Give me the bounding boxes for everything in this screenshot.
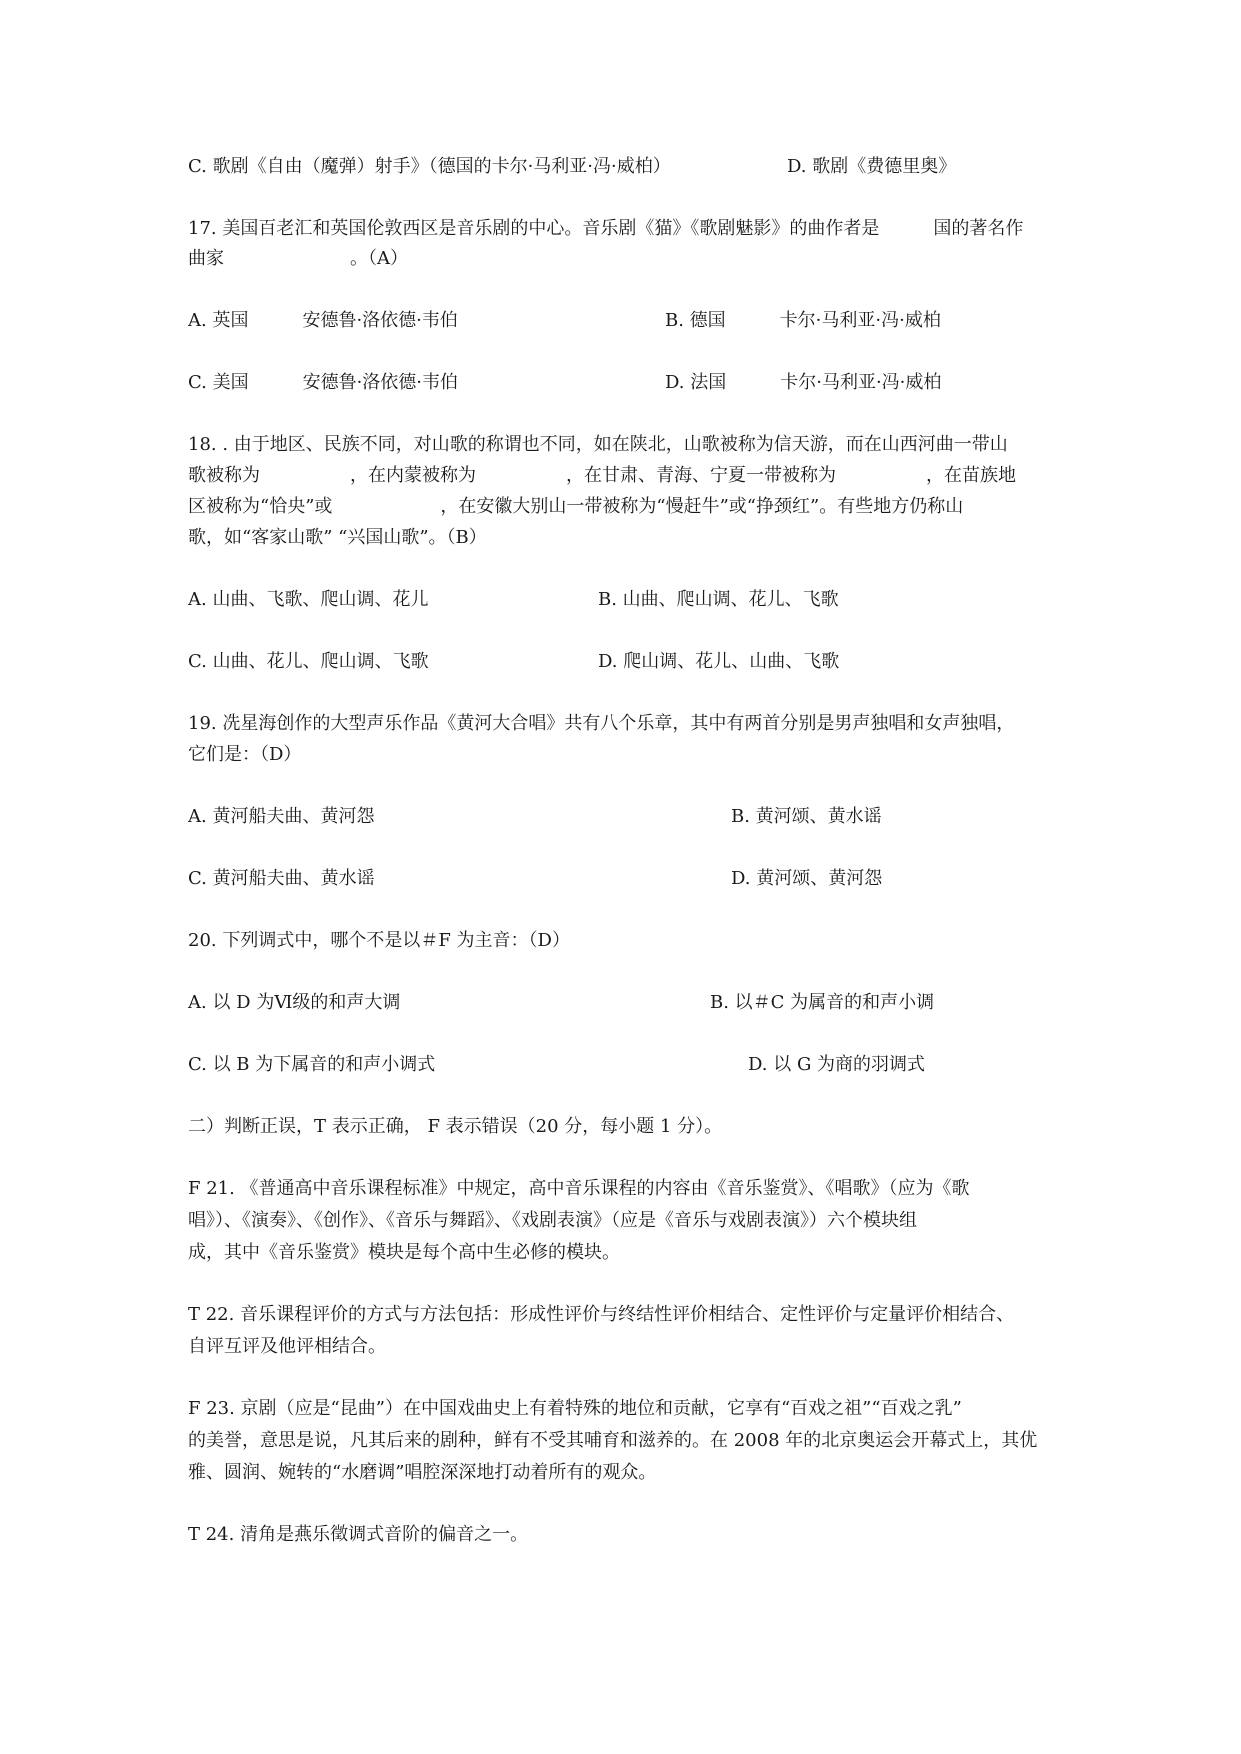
q20-option-b: B. 以＃C 为属音的和声小调 — [710, 992, 935, 1013]
q22-line-1: T 22. 音乐课程评价的方式与方法包括：形成性评价与终结性评价相结合、定性评价与定量评价相结合、 — [188, 1304, 1015, 1325]
q17-option-b: B. 德国 卡尔·马利亚·冯·威柏 — [665, 310, 941, 331]
q20-stem: 20. 下列调式中，哪个不是以＃F 为主音：（D） — [188, 930, 570, 951]
q18-option-d: D. 爬山调、花儿、山曲、飞歌 — [598, 651, 840, 672]
q21-line-3: 成，其中《音乐鉴赏》模块是每个高中生必修的模块。 — [188, 1242, 620, 1263]
q19-option-a: A. 黄河船夫曲、黄河怨 — [188, 806, 375, 827]
q18-option-c: C. 山曲、花儿、爬山调、飞歌 — [188, 651, 429, 672]
q18-stem-line-1: 18. . 由于地区、民族不同，对山歌的称谓也不同，如在陕北，山歌被称为信天游，而在山西河曲一带山 — [188, 434, 1008, 455]
q18-option-b: B. 山曲、爬山调、花儿、飞歌 — [598, 589, 839, 610]
q20-option-a: A. 以 D 为Ⅵ级的和声大调 — [188, 992, 401, 1013]
section-2-heading: 二）判断正误，T 表示正确， F 表示错误（20 分，每小题 1 分）。 — [188, 1116, 723, 1137]
q17-option-a: A. 英国 安德鲁·洛依德·韦伯 — [188, 310, 458, 331]
q17-stem-line-1: 17. 美国百老汇和英国伦敦西区是音乐剧的中心。音乐剧《猫》《歌剧魅影》的曲作者是 国的著名作 — [188, 218, 1024, 239]
q19-option-d: D. 黄河颂、黄河怨 — [731, 868, 883, 889]
q21-line-1: F 21. 《普通高中音乐课程标准》中规定，高中音乐课程的内容由《音乐鉴赏》、《唱歌》（应为《歌 — [188, 1178, 970, 1199]
q18-stem-line-4: 歌，如“客家山歌” “兴国山歌”。（B） — [188, 527, 487, 548]
q18-option-a: A. 山曲、飞歌、爬山调、花儿 — [188, 589, 429, 610]
q17-stem-line-2: 曲家 。（A） — [188, 248, 408, 269]
q24-line-1: T 24. 清角是燕乐徵调式音阶的偏音之一。 — [188, 1524, 529, 1545]
q18-stem-line-2: 歌被称为 ，在内蒙被称为 ，在甘肃、青海、宁夏一带被称为 ，在苗族地 — [188, 465, 1016, 486]
q19-stem-line-1: 19. 冼星海创作的大型声乐作品《黄河大合唱》共有八个乐章，其中有两首分别是男声独唱和女声独唱， — [188, 713, 1015, 734]
q23-line-2: 的美誉，意思是说，凡其后来的剧种，鲜有不受其哺育和滋养的。在 2008 年的北京奥运会开幕式上，其优 — [188, 1430, 1038, 1451]
q16-option-d: D. 歌剧《费德里奥》 — [787, 156, 957, 177]
q16-option-c: C. 歌剧《自由（魔弹）射手》（德国的卡尔·马利亚·冯·威柏） — [188, 156, 671, 177]
q20-option-d: D. 以 G 为商的羽调式 — [748, 1054, 926, 1075]
q17-option-d: D. 法国 卡尔·马利亚·冯·威柏 — [665, 372, 942, 393]
q23-line-1: F 23. 京剧（应是“昆曲”）在中国戏曲史上有着特殊的地位和贡献，它享有“百戏之祖”“百戏之乳” — [188, 1398, 962, 1419]
q18-stem-line-3: 区被称为“恰央”或 ，在安徽大别山一带被称为“慢赶牛”或“挣颈红”。有些地方仍称山 — [188, 496, 964, 517]
q22-line-2: 自评互评及他评相结合。 — [188, 1336, 386, 1357]
q23-line-3: 雅、圆润、婉转的“水磨调”唱腔深深地打动着所有的观众。 — [188, 1462, 657, 1483]
q21-line-2: 唱》）、《演奏》、《创作》、《音乐与舞蹈》、《戏剧表演》（应是《音乐与戏剧表演》）六个模块组 — [188, 1210, 917, 1231]
q19-stem-line-2: 它们是：（D） — [188, 744, 302, 765]
q19-option-b: B. 黄河颂、黄水谣 — [731, 806, 882, 827]
q20-option-c: C. 以 B 为下属音的和声小调式 — [188, 1054, 436, 1075]
q17-option-c: C. 美国 安德鲁·洛依德·韦伯 — [188, 372, 459, 393]
q19-option-c: C. 黄河船夫曲、黄水谣 — [188, 868, 375, 889]
